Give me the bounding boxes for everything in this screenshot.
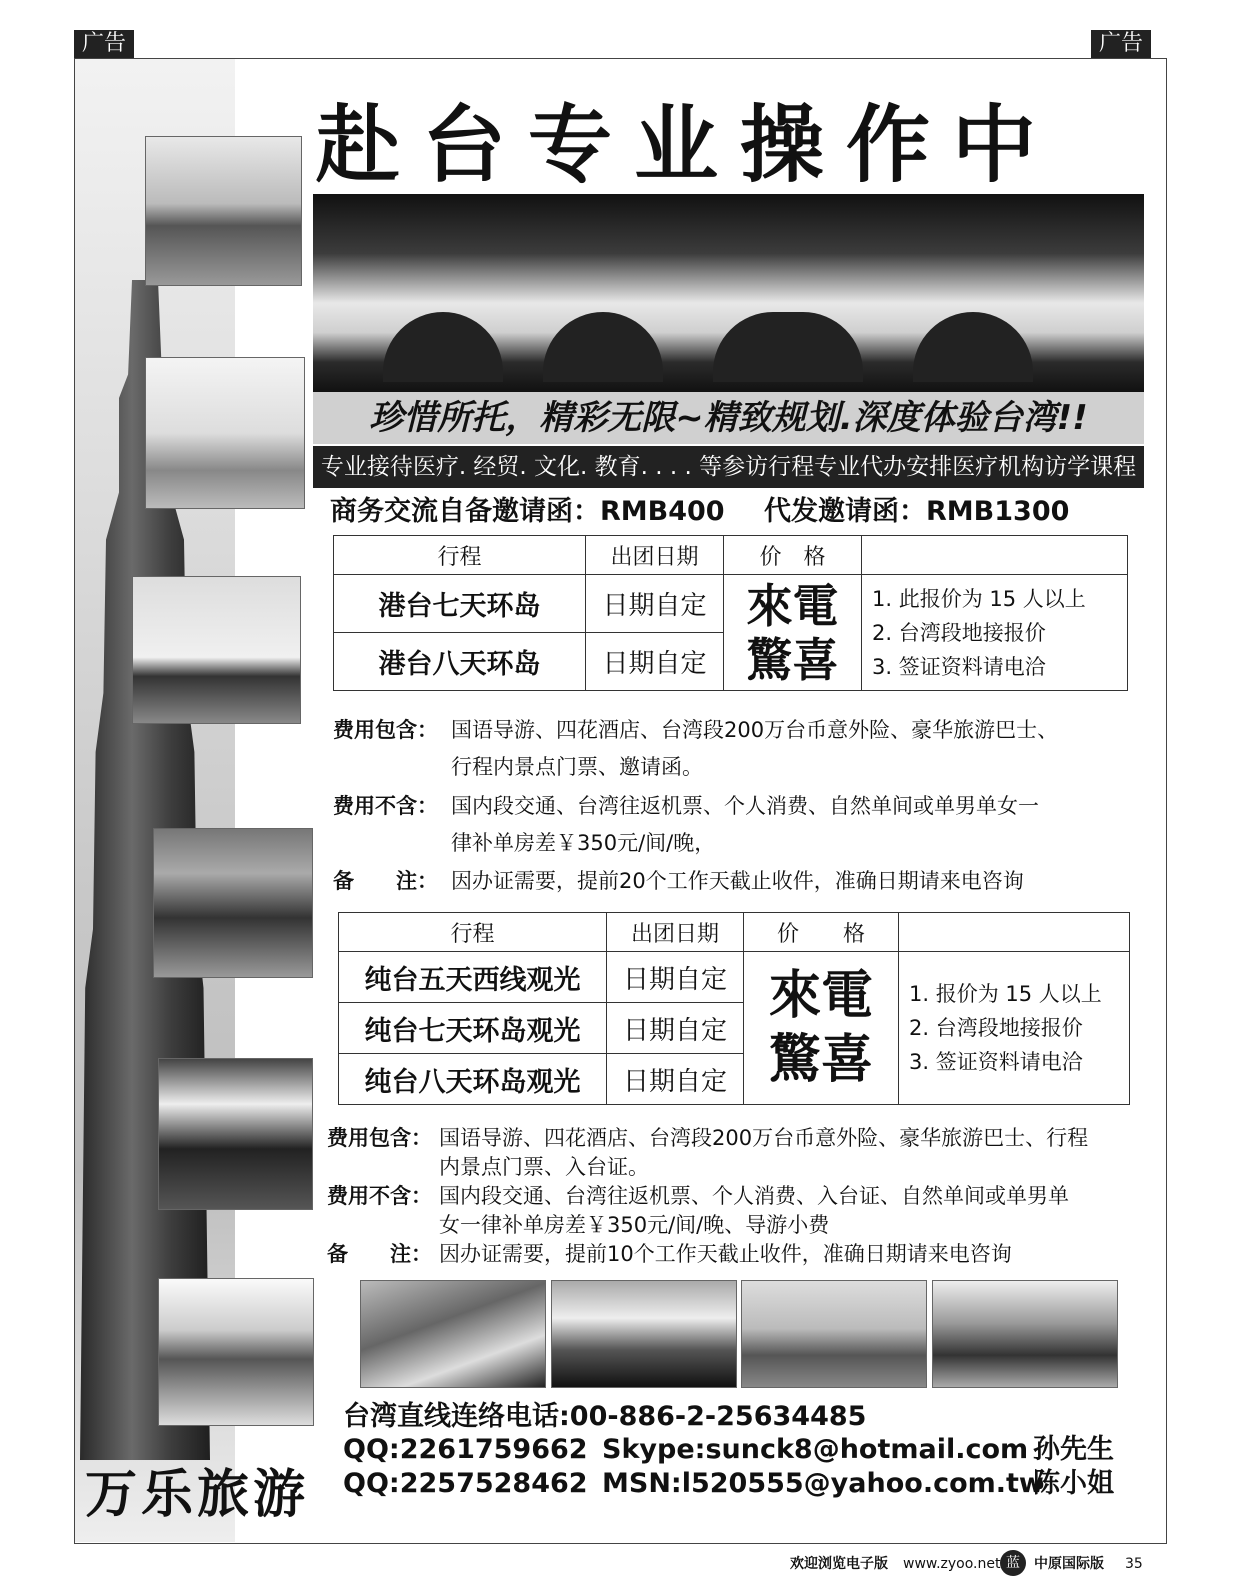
table-cell-route: 港台八天环岛 (334, 633, 586, 691)
notes-cell (862, 575, 1128, 691)
table-cell-date: 日期自定 (586, 575, 724, 633)
table-cell-date: 日期自定 (607, 952, 744, 1003)
price-line-1: 來電 (746, 578, 839, 633)
msn-contact: MSN:l520555@yahoo.com.tw (602, 1468, 1044, 1499)
skype-contact: Skype:sunck8@hotmail.com (602, 1434, 1029, 1465)
qq-contact-2: QQ:2257528462 (343, 1468, 588, 1499)
remark-label: 备 注： (333, 869, 438, 893)
price-line-2: 驚喜 (768, 1029, 873, 1090)
gate-arch (713, 312, 863, 382)
fee-exclude-label: 费用不含： (333, 794, 438, 818)
note-item: 1. 报价为 15 人以上 (909, 982, 1102, 1006)
fee-exclude-line: 国内段交通、台湾往返机票、个人消费、入台证、自然单间或单男单 (439, 1184, 1069, 1208)
note-item: 3. 签证资料请电洽 (872, 654, 1046, 679)
hk-taiwan-tour-table (333, 535, 1128, 691)
header-notes (862, 536, 1128, 575)
footer-welcome: 欢迎浏览电子版 (790, 1556, 888, 1572)
header-route: 行程 (339, 913, 607, 952)
fee-include-label: 费用包含： (327, 1126, 432, 1150)
fees-section-2 (327, 1124, 1137, 1274)
gate-arch (913, 312, 1033, 382)
fee-exclude-label: 费用不含： (327, 1184, 432, 1208)
night-market-photo (158, 1058, 313, 1210)
header-price: 价 格 (744, 913, 899, 952)
price-line-1: 來電 (768, 965, 873, 1026)
fee-exclude-line: 女一律补单房差￥350元/间/晚、导游小费 (439, 1213, 830, 1237)
taiwan-phone: 台湾直线连络电话:00-886-2-25634485 (343, 1401, 867, 1432)
fee-exclude-line: 律补单房差￥350元/间/晚， (451, 831, 716, 855)
table-cell-date: 日期自定 (607, 1054, 744, 1105)
table-cell-date: 日期自定 (586, 633, 724, 691)
price-call-cell (744, 952, 899, 1105)
fees-section-1 (333, 712, 1133, 902)
service-description-bar: 专业接待医疗. 经贸. 文化. 教育. . . . 等参访行程专业代办安排医疗机构访学课程 (313, 446, 1144, 488)
liberty-square-gate-banner (313, 194, 1144, 392)
agent-invitation-price: 代发邀请函：RMB1300 (764, 496, 1070, 527)
fee-include-line: 行程内景点门票、邀请函。 (451, 755, 703, 779)
remark-line: 因办证需要，提前20个工作天截止收件，准确日期请来电咨询 (451, 869, 1024, 893)
contact-name-2: 陈小姐 (1033, 1468, 1114, 1499)
note-item: 1. 此报价为 15 人以上 (872, 586, 1086, 611)
taiwan-only-tour-table (338, 912, 1130, 1105)
note-item: 3. 签证资料请电洽 (909, 1050, 1083, 1074)
table-cell-date: 日期自定 (607, 1003, 744, 1054)
fee-exclude-line: 国内段交通、台湾往返机票、个人消费、自然单间或单男单女一 (451, 794, 1039, 818)
header-notes (899, 913, 1130, 952)
price-line-2: 驚喜 (746, 632, 839, 687)
table-cell-route: 纯台五天西线观光 (339, 952, 607, 1003)
qq-contact-1: QQ:2261759662 (343, 1434, 588, 1465)
liberty-square-photo (932, 1280, 1118, 1388)
brand-logo-text: 万乐旅游 (85, 1464, 310, 1525)
fee-include-line: 国语导游、四花酒店、台湾段200万台币意外险、豪华旅游巴士、 (451, 718, 1059, 742)
invitation-prices (330, 492, 1140, 532)
table-cell-route: 港台七天环岛 (334, 575, 586, 633)
contact-name-1: 孙先生 (1033, 1434, 1114, 1465)
footer-site-link[interactable]: www.zyoo.net (903, 1556, 1001, 1572)
gate-arch (543, 312, 663, 382)
header-date: 出团日期 (586, 536, 724, 575)
table-cell-route: 纯台七天环岛观光 (339, 1003, 607, 1054)
fee-include-line: 国语导游、四花酒店、台湾段200万台币意外险、豪华旅游巴士、行程 (439, 1126, 1089, 1150)
taipei-skyline-photo (551, 1280, 737, 1388)
lake-landscape-photo (158, 1278, 314, 1426)
fee-include-line: 内景点门票、入台证。 (439, 1155, 649, 1179)
sun-moon-lake-photo (741, 1280, 927, 1388)
publisher-logo-icon: 蓝 (1000, 1550, 1026, 1576)
ad-tag-right: 广告 (1091, 30, 1151, 58)
fee-include-label: 费用包含： (333, 718, 438, 742)
memorial-hall-photo (145, 136, 302, 286)
price-call-cell (724, 575, 862, 691)
page-number: 35 (1125, 1556, 1143, 1572)
coast-flowers-photo (360, 1280, 546, 1388)
table-cell-route: 纯台八天环岛观光 (339, 1054, 607, 1105)
ad-tag-left: 广告 (74, 30, 134, 58)
header-date: 出团日期 (607, 913, 744, 952)
self-invitation-price: 商务交流自备邀请函：RMB400 (330, 496, 725, 527)
notes-cell (899, 952, 1130, 1105)
gate-arch (383, 312, 503, 382)
note-item: 2. 台湾段地接报价 (909, 1016, 1083, 1040)
pavilion-photo (145, 357, 305, 509)
header-price: 价 格 (724, 536, 862, 575)
page-title: 赴台专业操作中 (316, 95, 1059, 194)
remark-label: 备 注： (327, 1242, 432, 1266)
slogan-bar: 珍惜所托，精彩无限~精致规划.深度体验台湾!! (313, 392, 1144, 444)
footer-edition: 中原国际版 (1034, 1556, 1104, 1572)
honor-guard-photo (153, 828, 313, 978)
header-route: 行程 (334, 536, 586, 575)
note-item: 2. 台湾段地接报价 (872, 620, 1046, 645)
remark-line: 因办证需要，提前10个工作天截止收件，准确日期请来电咨询 (439, 1242, 1012, 1266)
ship-photo (132, 576, 301, 724)
